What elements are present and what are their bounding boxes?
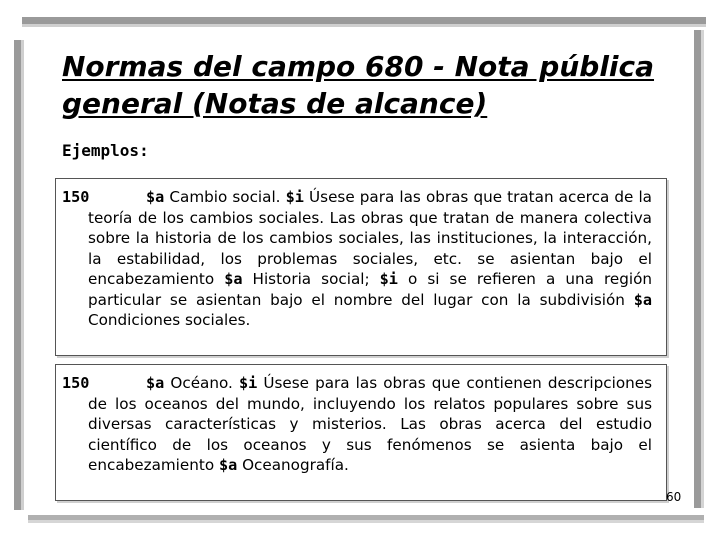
subfield-a-text: Océano. [164,374,239,392]
frame-bottom-bar-shadow [28,520,704,523]
example-box-1 [55,178,667,356]
frame-right-bar [694,30,701,508]
page-number: 60 [666,490,682,504]
frame-top-bar [22,17,706,24]
subfield-i-text: Úsese para las obras que tratan acerca de la teoría de los cambios sociales. Las obras que tratan de manera colectiva sobre la historia de los cambios sociales, las instituciones, la interacción, la estabilidad, los problemas sociales, etc. se asientan bajo el encabezamiento [88,188,652,288]
subfield-i-text: o si se refieren a una región particular se asientan bajo el nombre del lugar con la subdivisión [88,270,652,309]
subfield-a-text: Historia social; [242,270,380,288]
subfield-i-text: Úsese para las obras que contienen descripciones de los oceanos del mundo, incluyendo los relatos populares sobre sus diversas características y misterios. Las obras acerca del estudio científico de los oceanos y sus fenómenos se asienta bajo el encabezamiento [88,374,652,474]
subfield-a-text: Oceanografía. [237,456,349,474]
example-entry-2 [62,373,652,476]
subfield-a: $a [218,456,238,474]
slide-title: Normas del campo 680 - Nota pública general (Notas de alcance) [62,50,655,120]
subfield-i: $i [379,270,398,288]
frame-left-bar [14,40,21,510]
example-box-2 [55,364,667,501]
example-entry-1 [62,187,652,331]
subfield-a: $a [224,270,243,288]
subfield-i: $i [285,188,304,206]
tag-code: 150 [62,188,90,206]
subfield-a-text: Cambio social. [164,188,286,206]
subfield-a-text: Condiciones sociales. [88,311,251,329]
frame-left-bar-shadow [21,40,24,510]
subfield-a: $a [633,290,652,309]
frame-right-bar-shadow [701,30,704,508]
subfield-a: $a [146,374,165,392]
examples-heading: Ejemplos: [62,141,149,160]
frame-top-bar-shadow [22,24,706,27]
subfield-a: $a [146,188,165,206]
subfield-i: $i [238,374,258,392]
tag-code: 150 [62,374,90,392]
